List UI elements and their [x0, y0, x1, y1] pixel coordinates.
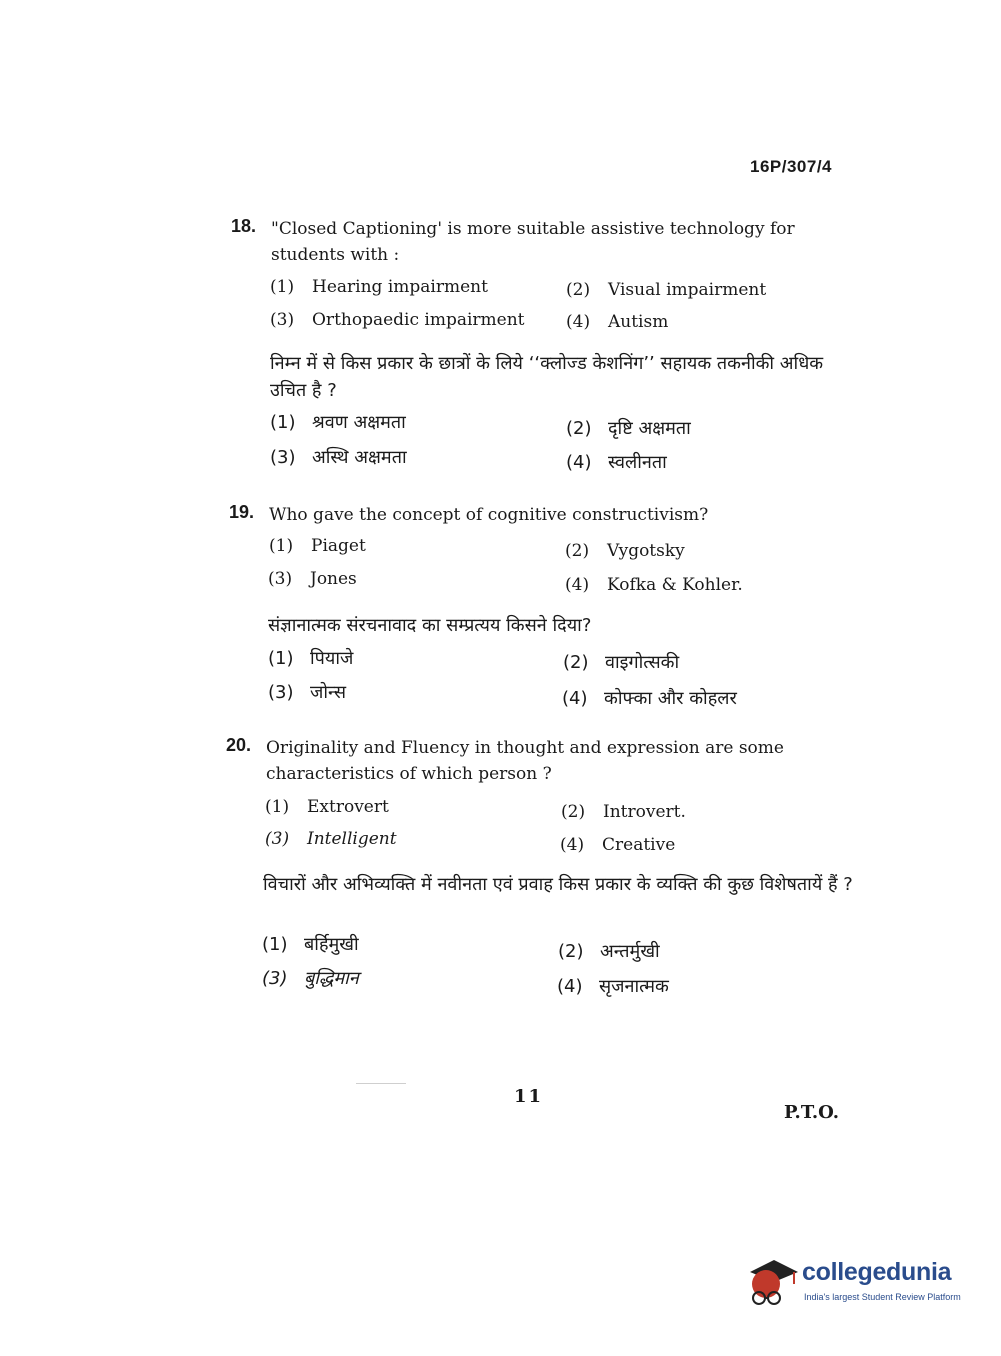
option-en-1: (1) Extrovert: [265, 797, 389, 817]
option-hi-4: (4) स्वलीनता: [566, 452, 667, 473]
option-hi-3: (3) अस्थि अक्षमता: [270, 447, 407, 468]
option-en-2: (2) Vygotsky: [565, 541, 685, 561]
option-hi-2: (2) वाइगोत्सकी: [563, 652, 680, 673]
option-hi-4: (4) कोफ्का और कोहलर: [562, 688, 737, 709]
option-en-4: (4) Creative: [560, 835, 676, 855]
option-hi-3: (3) बुद्धिमान: [262, 968, 359, 989]
page-number: 11: [514, 1086, 544, 1107]
option-hi-1: (1) बर्हिमुखी: [262, 934, 359, 955]
pto-label: P.T.O.: [784, 1102, 840, 1123]
paper-code: 16P/307/4: [750, 157, 833, 176]
option-hi-4: (4) सृजनात्मक: [557, 976, 669, 997]
question-text-en: "Closed Captioning' is more suitable assistive technology for students with :: [271, 219, 795, 265]
option-hi-1: (1) श्रवण अक्षमता: [270, 412, 406, 433]
option-hi-2: (2) दृष्टि अक्षमता: [566, 418, 691, 439]
option-en-3: (3) Intelligent: [265, 829, 397, 849]
question-text-hi: निम्न में से किस प्रकार के छात्रों के लिये ‘‘क्लोज्ड केशनिंग’’ सहायक तकनीकी अधिक उचित है ?: [270, 353, 824, 401]
question-number: 20.: [226, 735, 252, 755]
question-text-hi: संज्ञानात्मक संरचनावाद का सम्प्रत्यय किसने दिया?: [268, 615, 592, 636]
option-en-2: (2) Introvert.: [561, 802, 686, 822]
option-hi-3: (3) जोन्स: [268, 682, 346, 703]
option-en-1: (1) Piaget: [269, 536, 366, 556]
scan-artifact-line: [356, 1083, 406, 1084]
collegedunia-logo: [744, 1252, 969, 1312]
question-number: 18.: [231, 216, 257, 236]
question-text-en: Originality and Fluency in thought and expression are some characteristics of which person ?: [266, 738, 784, 784]
question-text-en: Who gave the concept of cognitive constructivism?: [269, 505, 709, 525]
option-en-2: (2) Visual impairment: [566, 280, 767, 300]
option-en-3: (3) Jones: [268, 569, 357, 589]
logo-name: collegedunia: [802, 1258, 952, 1286]
question-text-hi: विचारों और अभिव्यक्ति में नवीनता एवं प्रवाह किस प्रकार के व्यक्ति की कुछ विशेषतायें हैं ?: [263, 874, 853, 895]
logo-tagline: India's largest Student Review Platform: [804, 1292, 961, 1302]
mascot-icon: [744, 1254, 798, 1308]
option-en-4: (4) Autism: [566, 312, 669, 332]
option-en-4: (4) Kofka & Kohler.: [565, 575, 743, 595]
question-number: 19.: [229, 502, 255, 522]
option-hi-2: (2) अन्तर्मुखी: [558, 941, 660, 962]
option-en-1: (1) Hearing impairment: [270, 277, 488, 297]
option-hi-1: (1) पियाजे: [268, 648, 354, 669]
option-en-3: (3) Orthopaedic impairment: [270, 310, 525, 330]
